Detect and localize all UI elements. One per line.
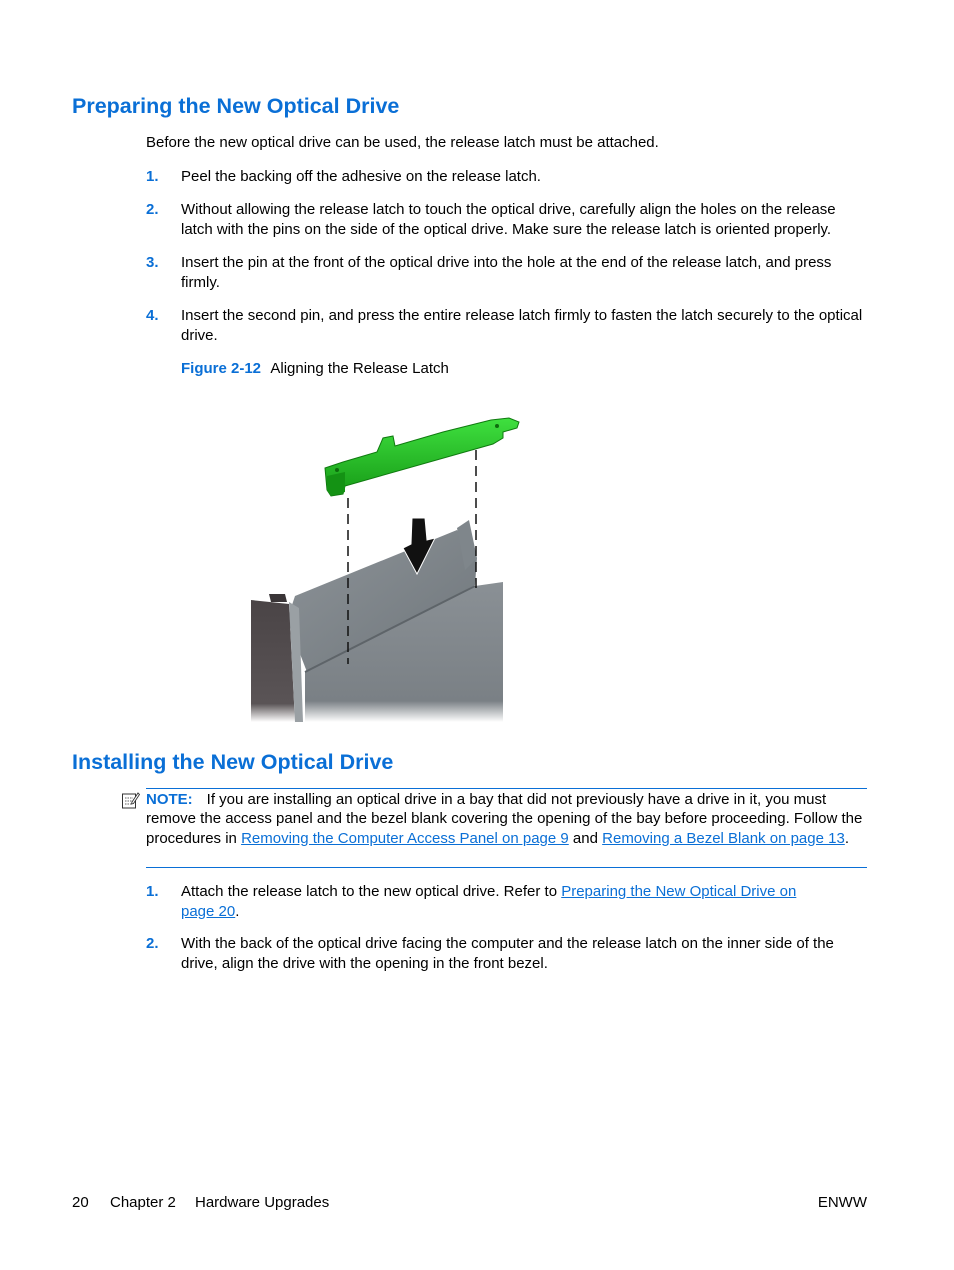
note-text-mid: and — [568, 829, 603, 847]
step-text: Insert the second pin, and press the entire release latch firmly to fasten the latch securely to the optical drive. — [181, 307, 863, 344]
step-number: 2. — [146, 935, 159, 952]
drive-bezel — [251, 600, 295, 722]
note-icon — [121, 791, 140, 810]
footer-chapter-title: Hardware Upgrades — [195, 1194, 330, 1211]
list-item — [146, 934, 868, 973]
figure-caption-text: Aligning the Release Latch — [270, 360, 449, 377]
link-preparing-optical-drive[interactable]: Preparing the New Optical Drive on page 20 — [181, 883, 797, 920]
note-label: NOTE: — [146, 791, 193, 808]
step-text: With the back of the optical drive facing the computer and the release latch on the inner side of the drive, align the drive with the opening in the front bezel. — [181, 935, 834, 972]
section-heading-installing: Installing the New Optical Drive — [72, 750, 394, 774]
list-item — [146, 200, 868, 239]
note-text: If you are installing an optical drive in a bay that did not previously have a drive in it, you must remove the access panel and the bezel blank covering the opening of the bay before proceeding. Follow the procedures in — [146, 791, 863, 847]
note-text-end: . — [844, 829, 849, 847]
step-number: 2. — [146, 201, 159, 218]
step-number: 3. — [146, 254, 159, 271]
step-text: Insert the pin at the front of the optical drive into the hole at the end of the release latch, and press firmly. — [181, 254, 832, 291]
section-heading-preparing: Preparing the New Optical Drive — [72, 94, 400, 118]
step-text: Attach the release latch to the new optical drive. Refer to — [181, 883, 562, 900]
step-text: Without allowing the release latch to touch the optical drive, carefully align the holes on the release latch with the pins on the side of the optical drive. Make sure the release latch is oriented properly. — [181, 201, 836, 238]
step-text: Peel the backing off the adhesive on the release latch. — [181, 168, 541, 185]
list-item — [146, 167, 868, 187]
list-item — [146, 882, 868, 921]
page-number: 20 — [72, 1194, 89, 1211]
release-latch-illustration — [247, 410, 527, 728]
footer-chapter: Chapter 2 — [110, 1194, 176, 1211]
list-item — [146, 306, 868, 345]
intro-paragraph: Before the new optical drive can be used, the release latch must be attached. — [146, 134, 659, 151]
step-number: 4. — [146, 307, 159, 324]
step-text-end: . — [235, 902, 240, 920]
step-number: 1. — [146, 168, 159, 185]
figure-caption — [181, 359, 449, 379]
list-item — [146, 253, 868, 292]
note-box — [146, 788, 867, 868]
figure-label: Figure 2-12 — [181, 360, 262, 377]
link-removing-access-panel[interactable]: Removing the Computer Access Panel on page 9 — [241, 829, 569, 847]
footer-enww: ENWW — [817, 1194, 867, 1211]
link-removing-bezel-blank[interactable]: Removing a Bezel Blank on page 13 — [602, 829, 845, 847]
step-number: 1. — [146, 883, 159, 900]
release-latch — [325, 418, 519, 496]
